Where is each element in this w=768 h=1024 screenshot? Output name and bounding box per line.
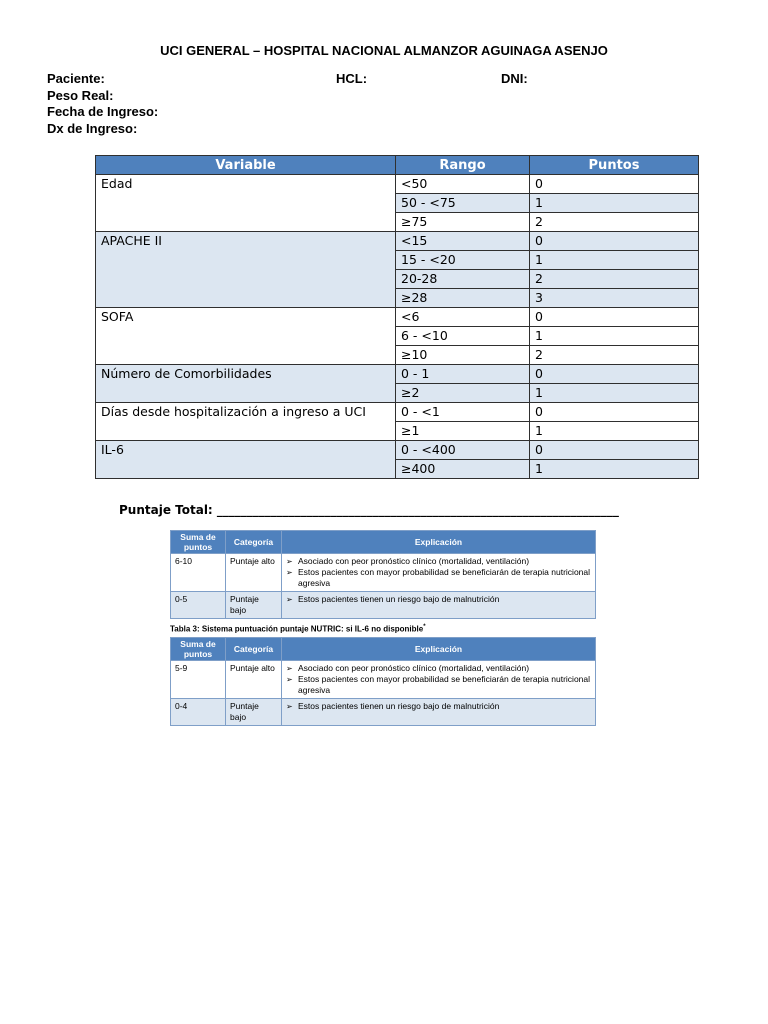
explanation-cell — [282, 699, 596, 726]
rango-cell: ≥400 — [396, 460, 530, 479]
table3-caption — [170, 624, 426, 634]
rango-cell: 0 - 1 — [396, 365, 530, 384]
puntos-cell: 2 — [530, 270, 699, 289]
puntos-cell: 0 — [530, 365, 699, 384]
interpretation-table-no-il6 — [170, 637, 596, 726]
puntos-cell: 1 — [530, 251, 699, 270]
puntos-cell: 0 — [530, 175, 699, 194]
rango-cell: <50 — [396, 175, 530, 194]
range-cell: 0-5 — [171, 592, 226, 619]
header-puntos: Puntos — [530, 156, 699, 175]
explanation-cell — [282, 592, 596, 619]
variable-cell: APACHE II — [96, 232, 396, 308]
header-explicacion: Explicación — [282, 531, 596, 554]
puntaje-total-line: Puntaje Total: ___________________________________________________________________ — [119, 503, 619, 517]
puntos-cell: 0 — [530, 232, 699, 251]
table-row — [96, 441, 699, 460]
rango-cell: 20-28 — [396, 270, 530, 289]
fecha-ingreso-label: Fecha de Ingreso: — [47, 104, 159, 119]
variable-cell: Días desde hospitalización a ingreso a UCI — [96, 403, 396, 441]
explanation-cell — [282, 661, 596, 699]
rango-cell: <6 — [396, 308, 530, 327]
puntos-cell: 1 — [530, 384, 699, 403]
category-cell: Puntaje alto — [226, 554, 282, 592]
dni-label: DNI: — [501, 71, 528, 86]
rango-cell: <15 — [396, 232, 530, 251]
rango-cell: ≥75 — [396, 213, 530, 232]
caption-text: Tabla 3: Sistema puntuación puntaje NUTRIC: si IL-6 no disponible — [170, 624, 424, 634]
variable-cell: IL-6 — [96, 441, 396, 479]
rango-cell: 6 - <10 — [396, 327, 530, 346]
puntos-cell: 3 — [530, 289, 699, 308]
paciente-label: Paciente: — [47, 71, 105, 86]
variable-cell: SOFA — [96, 308, 396, 365]
range-cell: 6-10 — [171, 554, 226, 592]
rango-cell: ≥1 — [396, 422, 530, 441]
explanation-cell — [282, 554, 596, 592]
table-row — [171, 699, 596, 726]
caption-footnote-mark: * — [423, 624, 426, 630]
nutric-score-table — [95, 155, 699, 479]
document-title: UCI GENERAL – HOSPITAL NACIONAL ALMANZOR AGUINAGA ASENJO — [160, 43, 608, 58]
header-variable: Variable — [96, 156, 396, 175]
table-row — [96, 365, 699, 384]
bullet-item: ➢ Estos pacientes tienen un riesgo bajo de malnutrición — [286, 701, 591, 712]
puntos-cell: 0 — [530, 308, 699, 327]
range-cell: 0-4 — [171, 699, 226, 726]
category-cell: Puntaje alto — [226, 661, 282, 699]
bullet-item: ➢ Estos pacientes tienen un riesgo bajo de malnutrición — [286, 594, 591, 605]
rango-cell: 50 - <75 — [396, 194, 530, 213]
header-explicacion: Explicación — [282, 638, 596, 661]
bullet-item: ➢ Asociado con peor pronóstico clínico (mortalidad, ventilación) — [286, 556, 591, 567]
puntos-cell: 0 — [530, 441, 699, 460]
header-suma-puntos: Suma de puntos — [171, 638, 226, 661]
variable-cell: Número de Comorbilidades — [96, 365, 396, 403]
table-row — [96, 308, 699, 327]
category-cell: Puntaje bajo — [226, 592, 282, 619]
table-row — [171, 554, 596, 592]
rango-cell: ≥28 — [396, 289, 530, 308]
bullet-item: ➢ Estos pacientes con mayor probabilidad se beneficiarán de terapia nutricional agresiva — [286, 567, 591, 589]
rango-cell: 0 - <1 — [396, 403, 530, 422]
puntos-cell: 0 — [530, 403, 699, 422]
puntos-cell: 1 — [530, 194, 699, 213]
header-rango: Rango — [396, 156, 530, 175]
table-row — [96, 175, 699, 194]
puntos-cell: 2 — [530, 213, 699, 232]
table-row — [171, 661, 596, 699]
rango-cell: ≥2 — [396, 384, 530, 403]
category-cell: Puntaje bajo — [226, 699, 282, 726]
rango-cell: ≥10 — [396, 346, 530, 365]
bullet-item: ➢ Estos pacientes con mayor probabilidad se beneficiarán de terapia nutricional agresiva — [286, 674, 591, 696]
header-suma-puntos: Suma de puntos — [171, 531, 226, 554]
puntos-cell: 1 — [530, 460, 699, 479]
rango-cell: 0 - <400 — [396, 441, 530, 460]
table-row — [96, 403, 699, 422]
header-categoria: Categoría — [226, 638, 282, 661]
puntos-cell: 2 — [530, 346, 699, 365]
table-row — [96, 232, 699, 251]
table-row — [171, 592, 596, 619]
bullet-item: ➢ Asociado con peor pronóstico clínico (mortalidad, ventilación) — [286, 663, 591, 674]
rango-cell: 15 - <20 — [396, 251, 530, 270]
header-categoria: Categoría — [226, 531, 282, 554]
range-cell: 5-9 — [171, 661, 226, 699]
puntos-cell: 1 — [530, 327, 699, 346]
variable-cell: Edad — [96, 175, 396, 232]
interpretation-table-il6 — [170, 530, 596, 619]
peso-label: Peso Real: — [47, 88, 114, 103]
hcl-label: HCL: — [336, 71, 368, 86]
dx-ingreso-label: Dx de Ingreso: — [47, 121, 138, 136]
puntos-cell: 1 — [530, 422, 699, 441]
